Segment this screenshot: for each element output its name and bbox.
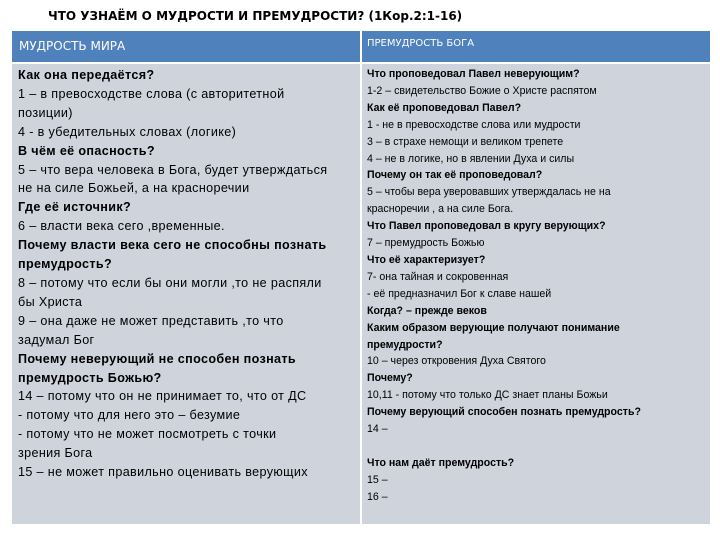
right-question: Что её характеризует? (367, 253, 486, 266)
left-answer-line: 4 - в убедительных словах (логике) (18, 124, 237, 139)
right-question: Почему? (367, 372, 413, 385)
left-answer-line: 1 – в превосходстве слова (с авторитетной (18, 86, 285, 101)
right-answer-line: 5 – чтобы вера уверовавших утверждалась не на (367, 186, 611, 199)
left-answer-line: 5 – что вера человека в Бога, будет утверждаться (18, 162, 328, 177)
right-answer-line: - её предназначил Бог к славе нашей (367, 287, 552, 300)
left-question: В чём её опасность? (18, 143, 155, 158)
right-answer-line: 4 – не в логике, но в явлении Духа и силы (367, 152, 575, 165)
left-answer-line: задумал Бог (18, 332, 95, 347)
left-question: премудрость? (18, 257, 112, 272)
right-question: Что проповедовал Павел неверующим? (367, 68, 580, 80)
left-question: Как она передаётся? (18, 68, 155, 82)
left-answer-line: позиции) (18, 105, 73, 120)
worldly-wisdom-column (12, 64, 360, 524)
left-question: Почему власти века сего не способны познать (18, 238, 327, 253)
right-answer-line: 16 – (367, 490, 388, 503)
right-answer-line: 1-2 – свидетельство Божие о Христе распятом (367, 84, 597, 97)
header-worldly-wisdom: МУДРОСТЬ МИРА (12, 31, 360, 62)
right-answer-line: 7 – премудрость Божью (367, 237, 485, 250)
left-question: премудрость Божью? (18, 370, 162, 385)
right-question: Каким образом верующие получают понимание (367, 321, 620, 334)
page-title: ЧТО УЗНАЁМ О МУДРОСТИ И ПРЕМУДРОСТИ? (1Кор.2:1-16) (48, 9, 463, 23)
left-answer-line: зрения Бога (18, 446, 93, 461)
left-answer-line: бы Христа (18, 294, 83, 309)
right-answer-line: 14 – (367, 423, 388, 436)
left-answer-line: не на силе Божьей, а на красноречии (18, 181, 250, 196)
right-answer-line (367, 438, 710, 455)
left-answer-line: 9 – она даже не может представить ,то что (18, 313, 284, 328)
right-question: премудрости? (367, 338, 443, 351)
left-answer-line: 6 – власти века сего ,временные. (18, 219, 225, 234)
right-answer-line: 3 – в страхе немощи и великом трепете (367, 135, 564, 148)
right-answer-line: 7- она тайная и сокровенная (367, 270, 509, 283)
left-answer-line: 8 – потому что если бы они могли ,то не распяли (18, 275, 322, 290)
left-answer-line: 15 – не может правильно оценивать верующих (18, 465, 308, 480)
right-answer-line: 10 – через откровения Духа Святого (367, 355, 546, 368)
right-question: Когда? – прежде веков (367, 304, 487, 317)
left-question: Почему неверующий не способен познать (18, 351, 297, 366)
divine-wisdom-column (362, 64, 710, 524)
right-question: Почему верующий способен познать премудрость? (367, 406, 641, 419)
right-question: Почему он так её проповедовал? (367, 169, 543, 182)
header-divine-wisdom: ПРЕМУДРОСТЬ БОГА (362, 31, 710, 62)
comparison-table (12, 31, 710, 524)
right-question: Что нам даёт премудрость? (367, 456, 515, 469)
right-answer-line: 15 – (367, 473, 388, 486)
right-question: Как её проповедовал Павел? (367, 101, 522, 114)
right-answer-line: 1 - не в превосходстве слова или мудрости (367, 118, 581, 131)
right-question: Что Павел проповедовал в кругу верующих? (367, 220, 606, 233)
left-answer-line: - потому что для него это – безумие (18, 408, 241, 423)
left-answer-line: - потому что не может посмотреть с точки (18, 427, 277, 442)
right-answer-line: 10,11 - потому что только ДС знает планы Божьи (367, 389, 608, 402)
left-question: Где её источник? (18, 200, 132, 215)
right-answer-line: красноречии , а на силе Бога. (367, 203, 514, 216)
left-answer-line: 14 – потому что он не принимает то, что от ДС (18, 389, 307, 404)
